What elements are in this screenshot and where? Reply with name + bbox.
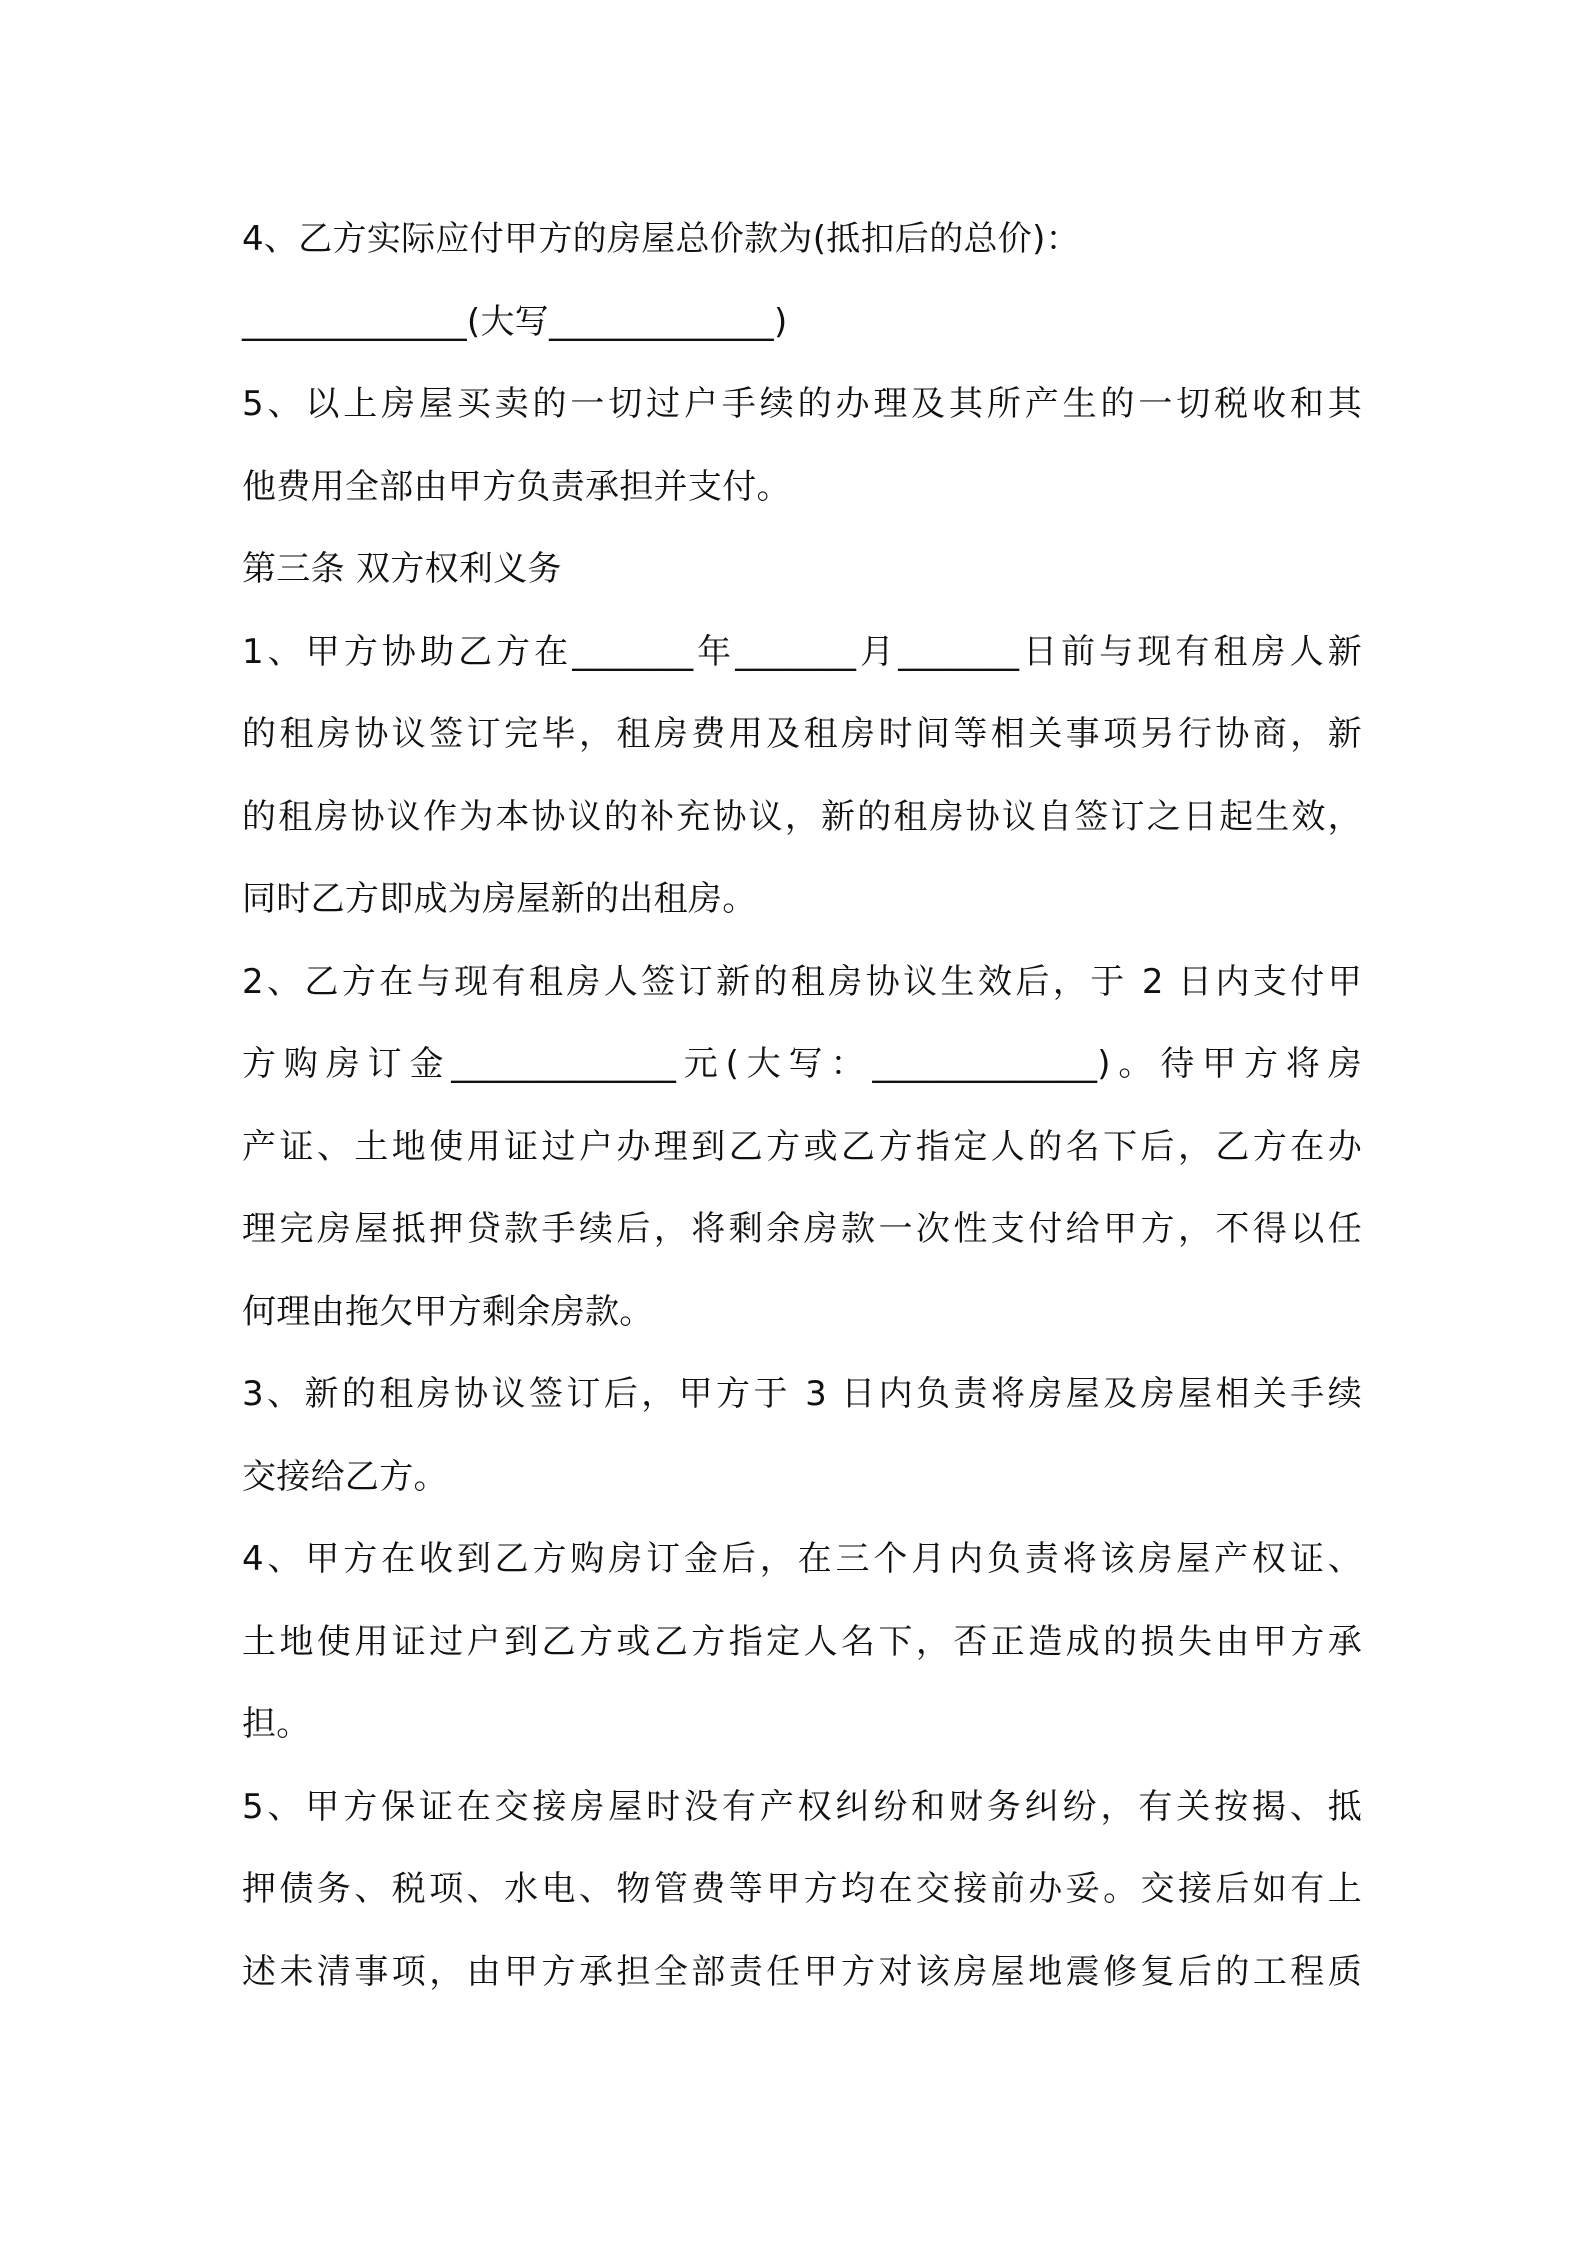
text-line: 4、甲方在收到乙方购房订金后，在三个月内负责将该房屋产权证、 xyxy=(242,1539,1362,1579)
text-line: 同时乙方即成为房屋新的出租房。 xyxy=(242,879,757,919)
text-line: 担。 xyxy=(242,1704,311,1744)
document-body xyxy=(242,198,1362,2013)
text-line: 方购房订金_____________元(大写：_____________)。待甲方将房 xyxy=(242,1044,1362,1084)
text-line: 2、乙方在与现有租房人签订新的租房协议生效后，于 2 日内支付甲 xyxy=(242,961,1362,1002)
text-line: 3、新的租房协议签订后，甲方于 3 日内负责将房屋及房屋相关手续 xyxy=(242,1374,1362,1414)
text-line: 土地使用证过户到乙方或乙方指定人名下，否正造成的损失由甲方承 xyxy=(242,1621,1362,1662)
text-line: 的租房协议作为本协议的补充协议，新的租房协议自签订之日起生效， xyxy=(242,796,1362,837)
text-line: 交接给乙方。 xyxy=(242,1456,448,1497)
text-line: 5、甲方保证在交接房屋时没有产权纠纷和财务纠纷，有关按揭、抵 xyxy=(242,1786,1362,1827)
text-line: _____________(大写_____________) xyxy=(242,301,788,342)
section-heading: 第三条 双方权利义务 xyxy=(242,549,562,589)
text-line: 押债务、税项、水电、物管费等甲方均在交接前办妥。交接后如有上 xyxy=(242,1869,1362,1909)
text-line: 何理由拖欠甲方剩余房款。 xyxy=(242,1291,654,1332)
text-line: 理完房屋抵押贷款手续后，将剩余房款一次性支付给甲方，不得以任 xyxy=(242,1209,1362,1249)
text-line: 产证、土地使用证过户办理到乙方或乙方指定人的名下后，乙方在办 xyxy=(242,1126,1362,1167)
text-line: 5、以上房屋买卖的一切过户手续的办理及其所产生的一切税收和其 xyxy=(242,384,1362,424)
text-line: 1、甲方协助乙方在_______年_______月_______日前与现有租房人新 xyxy=(242,631,1362,672)
text-line: 他费用全部由甲方负责承担并支付。 xyxy=(242,466,791,507)
text-line: 4、乙方实际应付甲方的房屋总价款为(抵扣后的总价)： xyxy=(242,219,1080,259)
text-line: 的租房协议签订完毕，租房费用及租房时间等相关事项另行协商，新 xyxy=(242,714,1362,754)
text-line: 述未清事项，由甲方承担全部责任甲方对该房屋地震修复后的工程质 xyxy=(242,1951,1362,1992)
